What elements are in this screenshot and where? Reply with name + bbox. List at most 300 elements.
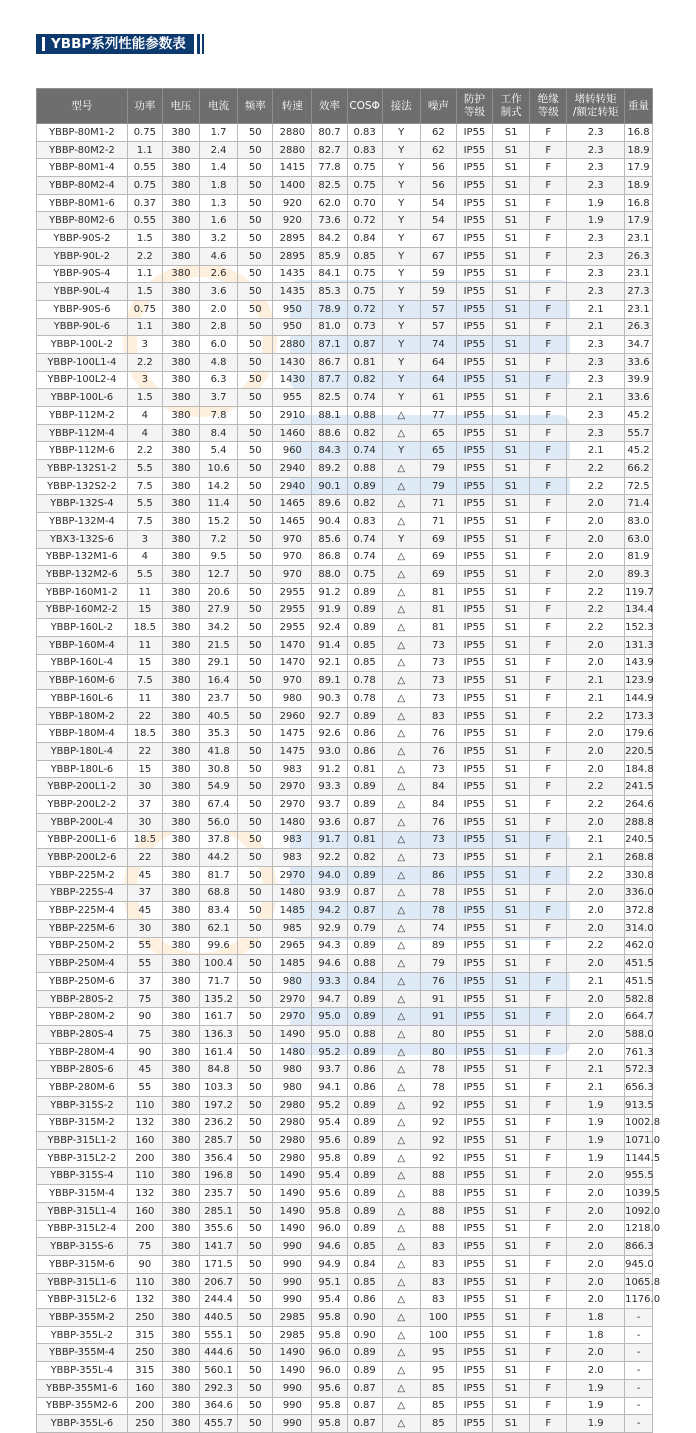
table-cell: 95.0	[312, 1026, 347, 1044]
table-cell: 950	[273, 318, 312, 336]
table-cell: F	[530, 937, 567, 955]
table-cell: 179.6	[625, 725, 653, 743]
table-cell: 143.9	[625, 654, 653, 672]
table-cell: 2.1	[567, 300, 625, 318]
table-cell: 970	[273, 530, 312, 548]
table-cell: YBBP-355L-2	[37, 1326, 128, 1344]
table-cell: 62	[420, 124, 456, 142]
table-cell: 380	[162, 1397, 199, 1415]
table-cell: 380	[162, 1344, 199, 1362]
table-cell: 380	[162, 583, 199, 601]
table-cell: S1	[493, 424, 530, 442]
table-cell: 2.1	[567, 1061, 625, 1079]
table-cell: F	[530, 1185, 567, 1203]
table-cell: 0.82	[347, 495, 382, 513]
table-cell: 380	[162, 725, 199, 743]
table-row	[37, 902, 653, 920]
table-row	[37, 1061, 653, 1079]
table-cell: 5.5	[127, 460, 162, 478]
table-cell: 85	[420, 1415, 456, 1433]
table-cell: 90	[127, 1043, 162, 1061]
table-cell: IP55	[456, 1079, 492, 1097]
table-cell: 380	[162, 1043, 199, 1061]
table-cell: 95.8	[312, 1415, 347, 1433]
column-header: 工作 制式	[493, 89, 530, 124]
table-cell: IP55	[456, 177, 492, 195]
table-cell: 33.6	[625, 389, 653, 407]
table-cell: 2910	[273, 407, 312, 425]
table-cell: 50	[238, 672, 273, 690]
table-cell: 355.6	[200, 1220, 238, 1238]
table-row	[37, 672, 653, 690]
table-cell: 132	[127, 1185, 162, 1203]
table-cell: YBBP-80M2-4	[37, 177, 128, 195]
table-cell: 0.89	[347, 583, 382, 601]
table-cell: S1	[493, 159, 530, 177]
table-cell: 2960	[273, 707, 312, 725]
table-cell: 197.2	[200, 1096, 238, 1114]
table-cell: 2.0	[567, 513, 625, 531]
table-cell: 0.87	[347, 884, 382, 902]
table-cell: 0.72	[347, 300, 382, 318]
table-cell: 380	[162, 1096, 199, 1114]
table-cell: 3	[127, 371, 162, 389]
table-cell: 71	[420, 495, 456, 513]
table-cell: 23.1	[625, 265, 653, 283]
table-cell: 0.81	[347, 831, 382, 849]
table-cell: 1465	[273, 495, 312, 513]
table-cell: 2895	[273, 230, 312, 248]
table-cell: 0.87	[347, 1379, 382, 1397]
table-cell: 970	[273, 672, 312, 690]
table-cell: 89.3	[625, 566, 653, 584]
table-cell: △	[382, 1238, 420, 1256]
table-cell: S1	[493, 1326, 530, 1344]
table-cell: 55.7	[625, 424, 653, 442]
table-cell: 380	[162, 318, 199, 336]
table-cell: 30	[127, 813, 162, 831]
table-cell: 84	[420, 796, 456, 814]
table-cell: 50	[238, 141, 273, 159]
table-cell: IP55	[456, 690, 492, 708]
table-cell: 50	[238, 212, 273, 230]
table-cell: △	[382, 407, 420, 425]
table-cell: 1.1	[127, 318, 162, 336]
table-cell: YBBP-90S-2	[37, 230, 128, 248]
table-row	[37, 778, 653, 796]
table-cell: 84.2	[312, 230, 347, 248]
table-cell: 1144.5	[625, 1149, 653, 1167]
table-cell: 1475	[273, 743, 312, 761]
table-cell: 2980	[273, 1132, 312, 1150]
table-cell: 74	[420, 919, 456, 937]
table-cell: 94.1	[312, 1079, 347, 1097]
table-cell: YBBP-100L1-4	[37, 353, 128, 371]
table-row	[37, 283, 653, 301]
table-cell: YBBP-315L1-2	[37, 1132, 128, 1150]
table-cell: 81	[420, 619, 456, 637]
table-cell: △	[382, 707, 420, 725]
table-cell: 1.3	[200, 194, 238, 212]
table-cell: 21.5	[200, 636, 238, 654]
table-cell: F	[530, 743, 567, 761]
table-cell: 380	[162, 530, 199, 548]
table-cell: 56.0	[200, 813, 238, 831]
table-cell: 2880	[273, 124, 312, 142]
table-cell: F	[530, 902, 567, 920]
table-cell: F	[530, 1114, 567, 1132]
table-cell: IP55	[456, 371, 492, 389]
table-row	[37, 371, 653, 389]
table-cell: 1490	[273, 1026, 312, 1044]
table-cell: S1	[493, 601, 530, 619]
table-cell: 2.0	[567, 1202, 625, 1220]
table-cell: 50	[238, 513, 273, 531]
table-cell: 50	[238, 1008, 273, 1026]
table-cell: IP55	[456, 389, 492, 407]
table-cell: 18.5	[127, 619, 162, 637]
table-cell: 11	[127, 583, 162, 601]
table-cell: 2895	[273, 247, 312, 265]
table-cell: 94.6	[312, 1238, 347, 1256]
table-cell: 73	[420, 760, 456, 778]
table-cell: YBBP-280M-2	[37, 1008, 128, 1026]
table-cell: 1.9	[567, 1415, 625, 1433]
table-cell: S1	[493, 672, 530, 690]
table-cell: 2.0	[567, 548, 625, 566]
table-cell: 206.7	[200, 1273, 238, 1291]
table-cell: 50	[238, 1043, 273, 1061]
table-cell: S1	[493, 619, 530, 637]
table-row	[37, 424, 653, 442]
table-cell: 1470	[273, 636, 312, 654]
table-cell: F	[530, 424, 567, 442]
table-cell: S1	[493, 1096, 530, 1114]
table-cell: 15	[127, 601, 162, 619]
table-cell: 57	[420, 318, 456, 336]
table-row	[37, 707, 653, 725]
table-cell: YBBP-80M1-6	[37, 194, 128, 212]
table-cell: -	[625, 1362, 653, 1380]
table-row	[37, 725, 653, 743]
table-cell: 23.1	[625, 300, 653, 318]
table-cell: △	[382, 849, 420, 867]
table-cell: 160	[127, 1379, 162, 1397]
table-cell: IP55	[456, 247, 492, 265]
table-cell: 0.84	[347, 230, 382, 248]
table-cell: 90.4	[312, 513, 347, 531]
table-cell: 100	[420, 1326, 456, 1344]
table-cell: 0.89	[347, 937, 382, 955]
table-cell: 50	[238, 194, 273, 212]
table-cell: F	[530, 247, 567, 265]
table-cell: 15	[127, 654, 162, 672]
table-cell: 85.6	[312, 530, 347, 548]
table-cell: 380	[162, 389, 199, 407]
table-cell: △	[382, 1220, 420, 1238]
table-cell: 380	[162, 1238, 199, 1256]
table-cell: 50	[238, 1185, 273, 1203]
table-cell: 236.2	[200, 1114, 238, 1132]
table-cell: 1.1	[127, 141, 162, 159]
table-cell: 0.84	[347, 1256, 382, 1274]
table-cell: 314.0	[625, 919, 653, 937]
table-cell: 59	[420, 265, 456, 283]
table-cell: S1	[493, 760, 530, 778]
table-cell: 0.90	[347, 1326, 382, 1344]
table-cell: S1	[493, 990, 530, 1008]
table-cell: 2955	[273, 619, 312, 637]
table-cell: S1	[493, 371, 530, 389]
table-cell: 50	[238, 1291, 273, 1309]
table-cell: 92	[420, 1149, 456, 1167]
table-cell: 380	[162, 442, 199, 460]
table-cell: △	[382, 884, 420, 902]
table-cell: F	[530, 849, 567, 867]
table-cell: 54	[420, 194, 456, 212]
table-cell: F	[530, 601, 567, 619]
table-cell: Y	[382, 194, 420, 212]
table-cell: 1480	[273, 813, 312, 831]
table-cell: S1	[493, 1415, 530, 1433]
table-cell: 110	[127, 1096, 162, 1114]
table-cell: 292.3	[200, 1379, 238, 1397]
table-cell: 2.2	[567, 707, 625, 725]
table-cell: 92.2	[312, 849, 347, 867]
table-row	[37, 353, 653, 371]
table-cell: 96.0	[312, 1362, 347, 1380]
table-cell: 50	[238, 796, 273, 814]
table-cell: 920	[273, 212, 312, 230]
table-cell: 380	[162, 955, 199, 973]
table-cell: S1	[493, 1362, 530, 1380]
table-cell: IP55	[456, 849, 492, 867]
table-cell: IP55	[456, 1309, 492, 1327]
table-cell: 16.8	[625, 124, 653, 142]
table-cell: 960	[273, 442, 312, 460]
table-cell: 1002.8	[625, 1114, 653, 1132]
table-cell: 0.89	[347, 778, 382, 796]
table-cell: 380	[162, 1220, 199, 1238]
table-cell: 2.0	[567, 902, 625, 920]
table-row	[37, 619, 653, 637]
table-cell: S1	[493, 124, 530, 142]
table-cell: 0.75	[127, 177, 162, 195]
table-header-row	[37, 89, 653, 124]
table-cell: 50	[238, 407, 273, 425]
table-cell: 8.4	[200, 424, 238, 442]
table-cell: YBBP-225M-2	[37, 866, 128, 884]
table-cell: F	[530, 707, 567, 725]
table-cell: △	[382, 495, 420, 513]
table-cell: 2970	[273, 866, 312, 884]
table-cell: 336.0	[625, 884, 653, 902]
table-cell: 74	[420, 336, 456, 354]
table-title	[36, 34, 194, 54]
table-cell: 89.6	[312, 495, 347, 513]
table-cell: S1	[493, 300, 530, 318]
table-cell: 76	[420, 725, 456, 743]
table-cell: YBBP-160L-4	[37, 654, 128, 672]
table-cell: 380	[162, 1202, 199, 1220]
table-cell: 86	[420, 866, 456, 884]
table-cell: 380	[162, 919, 199, 937]
table-cell: 380	[162, 407, 199, 425]
table-cell: 50	[238, 1167, 273, 1185]
table-cell: 0.89	[347, 1008, 382, 1026]
table-cell: F	[530, 530, 567, 548]
table-cell: 141.7	[200, 1238, 238, 1256]
table-cell: 0.83	[347, 124, 382, 142]
table-cell: YBBP-355L-6	[37, 1415, 128, 1433]
table-cell: YBBP-355M-2	[37, 1309, 128, 1327]
table-cell: 87.1	[312, 336, 347, 354]
table-cell: 27.3	[625, 283, 653, 301]
table-cell: 0.70	[347, 194, 382, 212]
table-cell: 30	[127, 778, 162, 796]
table-cell: 2.0	[567, 743, 625, 761]
table-cell: F	[530, 566, 567, 584]
table-cell: 62	[420, 141, 456, 159]
table-cell: S1	[493, 1114, 530, 1132]
table-cell: YBBP-280S-2	[37, 990, 128, 1008]
table-cell: YBBP-160L-2	[37, 619, 128, 637]
table-cell: 56	[420, 177, 456, 195]
table-cell: YBBP-132M2-6	[37, 566, 128, 584]
table-cell: 2.0	[567, 1362, 625, 1380]
table-cell: YBBP-355M-4	[37, 1344, 128, 1362]
table-cell: 0.74	[347, 442, 382, 460]
table-cell: 78.9	[312, 300, 347, 318]
table-cell: -	[625, 1326, 653, 1344]
table-cell: 1.9	[567, 1096, 625, 1114]
table-cell: 95.0	[312, 1008, 347, 1026]
table-row	[37, 566, 653, 584]
table-cell: 50	[238, 548, 273, 566]
table-cell: 990	[273, 1291, 312, 1309]
table-cell: 451.5	[625, 955, 653, 973]
table-cell: 50	[238, 1202, 273, 1220]
table-cell: 132	[127, 1114, 162, 1132]
table-cell: IP55	[456, 743, 492, 761]
table-cell: 89.2	[312, 460, 347, 478]
table-cell: 95.6	[312, 1132, 347, 1150]
table-cell: 2970	[273, 796, 312, 814]
table-cell: 264.6	[625, 796, 653, 814]
table-cell: 160	[127, 1132, 162, 1150]
table-cell: 54.9	[200, 778, 238, 796]
table-cell: 0.75	[127, 124, 162, 142]
table-cell: IP55	[456, 300, 492, 318]
table-cell: IP55	[456, 760, 492, 778]
table-cell: 50	[238, 1379, 273, 1397]
table-cell: 1415	[273, 159, 312, 177]
table-cell: 380	[162, 495, 199, 513]
table-cell: 50	[238, 743, 273, 761]
table-cell: YBBP-112M-6	[37, 442, 128, 460]
table-cell: 380	[162, 336, 199, 354]
table-cell: 1.9	[567, 212, 625, 230]
table-cell: 0.73	[347, 318, 382, 336]
table-cell: 95	[420, 1362, 456, 1380]
table-cell: 22	[127, 743, 162, 761]
table-cell: F	[530, 230, 567, 248]
table-cell: 152.3	[625, 619, 653, 637]
table-row	[37, 654, 653, 672]
table-cell: F	[530, 1379, 567, 1397]
table-cell: 3.6	[200, 283, 238, 301]
table-cell: 88.0	[312, 566, 347, 584]
table-cell: 50	[238, 1026, 273, 1044]
table-cell: S1	[493, 707, 530, 725]
table-cell: S1	[493, 442, 530, 460]
table-cell: 1465	[273, 513, 312, 531]
performance-parameter-table	[36, 88, 661, 1433]
table-cell: 1092.0	[625, 1202, 653, 1220]
table-cell: 50	[238, 973, 273, 991]
table-cell: △	[382, 1026, 420, 1044]
table-cell: 440.5	[200, 1309, 238, 1327]
table-cell: F	[530, 1061, 567, 1079]
table-cell: 92.6	[312, 725, 347, 743]
table-cell: 380	[162, 283, 199, 301]
column-header: 堵转转矩 /额定转矩	[567, 89, 625, 124]
table-cell: 77	[420, 407, 456, 425]
table-cell: 79	[420, 460, 456, 478]
table-cell: IP55	[456, 1132, 492, 1150]
table-cell: 380	[162, 141, 199, 159]
table-row	[37, 477, 653, 495]
table-cell: 88.6	[312, 424, 347, 442]
table-cell: 78	[420, 1079, 456, 1097]
table-cell: 94.2	[312, 902, 347, 920]
table-cell: 12.7	[200, 566, 238, 584]
table-cell: △	[382, 654, 420, 672]
table-cell: YBBP-200L-4	[37, 813, 128, 831]
table-cell: S1	[493, 866, 530, 884]
column-header: 重量	[625, 89, 653, 124]
table-cell: 2.2	[567, 778, 625, 796]
table-cell: 59	[420, 283, 456, 301]
table-cell: △	[382, 866, 420, 884]
table-cell: 9.5	[200, 548, 238, 566]
table-row	[37, 583, 653, 601]
table-cell: 50	[238, 1220, 273, 1238]
table-cell: 39.9	[625, 371, 653, 389]
table-cell: IP55	[456, 1220, 492, 1238]
table-cell: IP55	[456, 654, 492, 672]
table-cell: 50	[238, 654, 273, 672]
table-cell: 50	[238, 849, 273, 867]
table-cell: 35.3	[200, 725, 238, 743]
table-cell: △	[382, 566, 420, 584]
table-cell: YBBP-90L-6	[37, 318, 128, 336]
table-cell: 3	[127, 530, 162, 548]
table-cell: 380	[162, 353, 199, 371]
table-cell: Y	[382, 530, 420, 548]
table-cell: 37	[127, 973, 162, 991]
table-cell: 82.7	[312, 141, 347, 159]
table-cell: 26.3	[625, 318, 653, 336]
table-cell: 0.74	[347, 530, 382, 548]
table-cell: YBBP-132S1-2	[37, 460, 128, 478]
table-cell: 50	[238, 866, 273, 884]
table-cell: 40.5	[200, 707, 238, 725]
table-cell: 0.89	[347, 1096, 382, 1114]
table-cell: YBBP-200L2-2	[37, 796, 128, 814]
table-cell: S1	[493, 177, 530, 195]
table-cell: F	[530, 477, 567, 495]
